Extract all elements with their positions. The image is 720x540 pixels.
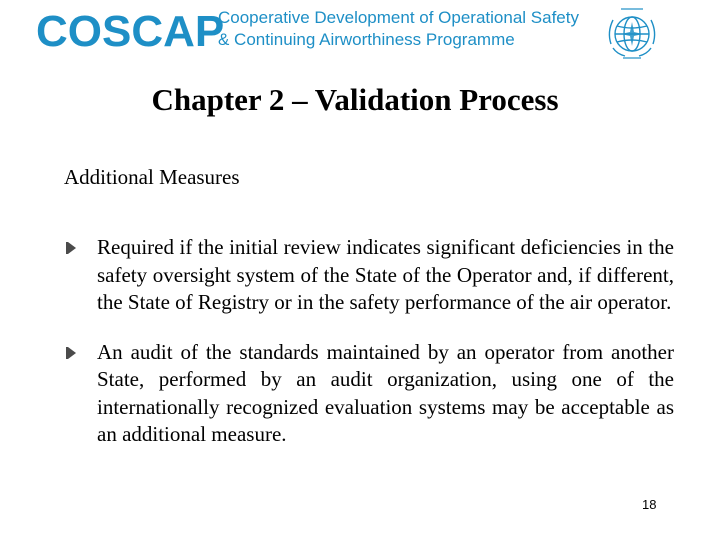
page-number: 18 (642, 497, 657, 512)
list-item (68, 339, 674, 449)
bullet-list (68, 234, 674, 471)
play-arrow-bullet-icon (68, 347, 76, 359)
header-banner (0, 0, 720, 70)
bullet-text: An audit of the standards maintained by an operator from another State, performed by an audit organization, using one of the internationally recognized evaluation systems may be acceptable as an additional measure. (97, 339, 674, 446)
section-subtitle: Additional Measures (64, 165, 240, 189)
play-arrow-bullet-icon (68, 242, 76, 254)
list-item (68, 234, 674, 317)
tagline-line1: Cooperative Development of Operational Safety (218, 8, 579, 27)
bullet-text: Required if the initial review indicates significant deficiencies in the safety oversight system of the State of the Operator and, if different, the State of Registry or in the safety performance of the air operator. (97, 235, 674, 314)
slide-title: Chapter 2 – Validation Process (151, 82, 559, 117)
icao-emblem-icon (603, 4, 661, 62)
tagline-line2: & Continuing Airworthiness Programme (218, 30, 515, 49)
coscap-logo: COSCAP (36, 7, 225, 56)
